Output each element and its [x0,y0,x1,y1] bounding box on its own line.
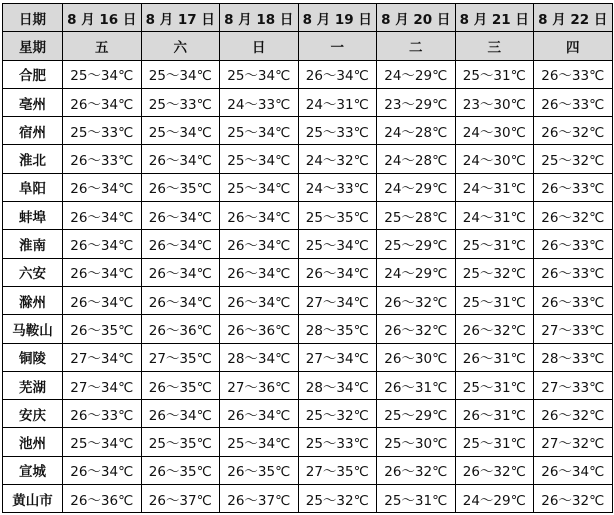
table-row [3,230,613,258]
temperature-cell: 26～33℃ [534,286,613,314]
temperature-cell: 27～34℃ [298,286,377,314]
temperature-cell: 26～34℃ [220,286,299,314]
temperature-cell: 26～34℃ [220,400,299,428]
temperature-cell: 27～33℃ [534,315,613,343]
city-name: 亳州 [3,88,63,116]
temperature-cell: 26～35℃ [63,315,142,343]
temperature-cell: 25～32℃ [298,400,377,428]
temperature-cell: 24～29℃ [455,485,534,513]
temperature-cell: 27～34℃ [63,343,142,371]
header-weekday: 六 [141,32,220,60]
temperature-cell: 26～31℃ [455,343,534,371]
temperature-cell: 26～34℃ [63,456,142,484]
header-weekday: 一 [298,32,377,60]
temperature-cell: 25～34℃ [63,60,142,88]
temperature-cell: 26～32℃ [377,315,456,343]
header-date: 8 月 17 日 [141,4,220,32]
temperature-cell: 26～34℃ [63,258,142,286]
table-row [3,145,613,173]
city-name: 合肥 [3,60,63,88]
table-row [3,315,613,343]
temperature-cell: 25～33℃ [298,428,377,456]
temperature-cell: 26～31℃ [455,400,534,428]
header-row-dates [3,4,613,32]
table-row [3,202,613,230]
temperature-cell: 26～36℃ [63,485,142,513]
temperature-cell: 26～32℃ [377,286,456,314]
temperature-cell: 26～34℃ [141,145,220,173]
table-row [3,173,613,201]
temperature-cell: 26～34℃ [63,88,142,116]
header-weekday: 日 [220,32,299,60]
header-date: 8 月 22 日 [534,4,613,32]
temperature-cell: 25～34℃ [220,117,299,145]
temperature-cell: 26～33℃ [534,230,613,258]
temperature-cell: 27～34℃ [63,371,142,399]
temperature-cell: 26～37℃ [220,485,299,513]
temperature-cell: 27～32℃ [534,428,613,456]
temperature-cell: 26～34℃ [141,202,220,230]
temperature-cell: 28～33℃ [534,343,613,371]
table-row [3,286,613,314]
temperature-cell: 26～34℃ [220,202,299,230]
header-date-label: 日期 [3,4,63,32]
city-name: 六安 [3,258,63,286]
header-weekday-label: 星期 [3,32,63,60]
temperature-cell: 24～29℃ [377,258,456,286]
temperature-cell: 26～33℃ [63,400,142,428]
forecast-table-body [3,4,613,513]
temperature-cell: 25～34℃ [220,60,299,88]
header-weekday: 五 [63,32,142,60]
table-row [3,258,613,286]
table-row [3,428,613,456]
temperature-cell: 24～31℃ [455,173,534,201]
temperature-cell: 26～34℃ [298,258,377,286]
table-row [3,60,613,88]
temperature-cell: 26～36℃ [220,315,299,343]
temperature-cell: 24～31℃ [298,88,377,116]
header-weekday: 二 [377,32,456,60]
table-row [3,485,613,513]
header-date: 8 月 20 日 [377,4,456,32]
temperature-cell: 26～32℃ [455,315,534,343]
temperature-cell: 25～28℃ [377,202,456,230]
forecast-table [2,3,613,513]
temperature-cell: 27～35℃ [298,456,377,484]
temperature-cell: 26～34℃ [141,400,220,428]
temperature-cell: 26～34℃ [141,258,220,286]
temperature-cell: 28～34℃ [220,343,299,371]
temperature-cell: 24～29℃ [377,60,456,88]
temperature-cell: 26～35℃ [141,173,220,201]
temperature-cell: 26～32℃ [377,456,456,484]
temperature-cell: 26～32℃ [534,202,613,230]
temperature-cell: 25～31℃ [455,286,534,314]
temperature-cell: 25～31℃ [455,60,534,88]
temperature-cell: 25～35℃ [141,428,220,456]
header-date: 8 月 21 日 [455,4,534,32]
city-name: 芜湖 [3,371,63,399]
temperature-cell: 26～37℃ [141,485,220,513]
table-row [3,400,613,428]
temperature-cell: 25～34℃ [220,173,299,201]
temperature-cell: 27～36℃ [220,371,299,399]
city-name: 淮北 [3,145,63,173]
header-weekday: 三 [455,32,534,60]
temperature-cell: 25～34℃ [63,428,142,456]
temperature-cell: 26～35℃ [141,456,220,484]
temperature-cell: 26～32℃ [455,456,534,484]
temperature-cell: 26～31℃ [377,371,456,399]
header-date: 8 月 16 日 [63,4,142,32]
temperature-cell: 25～34℃ [220,428,299,456]
temperature-cell: 25～34℃ [298,230,377,258]
temperature-cell: 26～33℃ [63,145,142,173]
temperature-cell: 24～30℃ [455,145,534,173]
city-name: 宿州 [3,117,63,145]
temperature-cell: 26～32℃ [534,117,613,145]
city-name: 淮南 [3,230,63,258]
temperature-cell: 25～34℃ [141,60,220,88]
temperature-cell: 27～33℃ [534,371,613,399]
city-name: 池州 [3,428,63,456]
temperature-cell: 24～30℃ [455,117,534,145]
temperature-cell: 25～32℃ [298,485,377,513]
temperature-cell: 25～34℃ [220,145,299,173]
temperature-cell: 24～33℃ [220,88,299,116]
table-row [3,456,613,484]
temperature-cell: 26～34℃ [141,230,220,258]
temperature-cell: 24～33℃ [298,173,377,201]
temperature-cell: 23～30℃ [455,88,534,116]
table-row [3,343,613,371]
temperature-cell: 25～29℃ [377,230,456,258]
temperature-cell: 23～29℃ [377,88,456,116]
city-name: 蚌埠 [3,202,63,230]
header-date: 8 月 19 日 [298,4,377,32]
temperature-cell: 25～31℃ [455,230,534,258]
header-row-weekdays [3,32,613,60]
temperature-cell: 28～35℃ [298,315,377,343]
temperature-cell: 24～31℃ [455,202,534,230]
temperature-cell: 25～31℃ [377,485,456,513]
city-name: 滁州 [3,286,63,314]
header-date: 8 月 18 日 [220,4,299,32]
temperature-cell: 26～35℃ [220,456,299,484]
temperature-cell: 25～32℃ [534,145,613,173]
city-name: 铜陵 [3,343,63,371]
table-row [3,88,613,116]
temperature-cell: 26～34℃ [63,230,142,258]
temperature-cell: 25～31℃ [455,371,534,399]
temperature-cell: 26～35℃ [141,371,220,399]
temperature-cell: 26～33℃ [534,60,613,88]
temperature-cell: 25～30℃ [377,428,456,456]
temperature-cell: 25～29℃ [377,400,456,428]
temperature-cell: 26～30℃ [377,343,456,371]
temperature-cell: 26～33℃ [534,258,613,286]
city-name: 宣城 [3,456,63,484]
temperature-cell: 24～32℃ [298,145,377,173]
temperature-cell: 25～32℃ [455,258,534,286]
temperature-cell: 26～34℃ [220,258,299,286]
temperature-cell: 26～33℃ [534,88,613,116]
temperature-cell: 26～34℃ [141,286,220,314]
city-name: 安庆 [3,400,63,428]
table-row [3,117,613,145]
temperature-cell: 26～36℃ [141,315,220,343]
temperature-cell: 26～34℃ [63,173,142,201]
temperature-cell: 26～33℃ [534,173,613,201]
city-name: 马鞍山 [3,315,63,343]
temperature-cell: 24～28℃ [377,117,456,145]
temperature-cell: 26～32℃ [534,485,613,513]
temperature-cell: 25～31℃ [455,428,534,456]
temperature-cell: 26～34℃ [63,202,142,230]
temperature-cell: 24～28℃ [377,145,456,173]
city-name: 黄山市 [3,485,63,513]
table-row [3,371,613,399]
temperature-cell: 28～34℃ [298,371,377,399]
temperature-cell: 26～34℃ [534,456,613,484]
temperature-cell: 27～34℃ [298,343,377,371]
temperature-cell: 27～35℃ [141,343,220,371]
temperature-cell: 26～34℃ [298,60,377,88]
temperature-cell: 24～29℃ [377,173,456,201]
temperature-cell: 26～32℃ [534,400,613,428]
temperature-cell: 25～35℃ [298,202,377,230]
temperature-cell: 25～33℃ [298,117,377,145]
header-weekday: 四 [534,32,613,60]
temperature-cell: 25～34℃ [141,117,220,145]
temperature-cell: 26～34℃ [220,230,299,258]
temperature-cell: 26～34℃ [63,286,142,314]
temperature-cell: 25～33℃ [63,117,142,145]
city-name: 阜阳 [3,173,63,201]
temperature-cell: 25～33℃ [141,88,220,116]
